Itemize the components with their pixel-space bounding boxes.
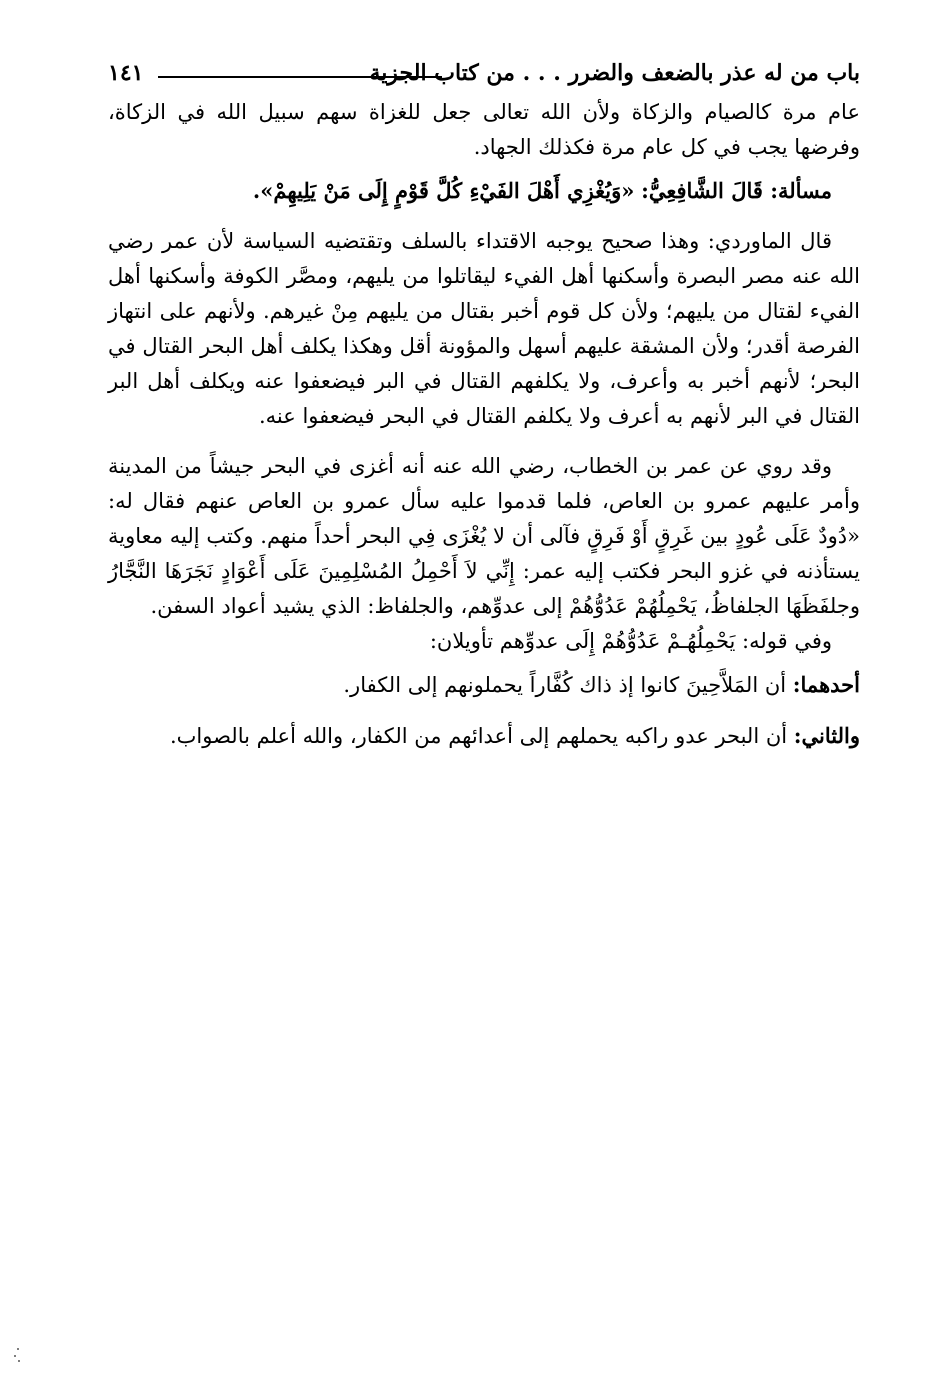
paragraph-second-interpretation xyxy=(108,718,860,754)
page-body xyxy=(108,95,860,754)
running-header xyxy=(108,58,860,92)
page-number: ١٤١ xyxy=(108,60,144,86)
paragraph-first-interpretation xyxy=(108,667,860,703)
first-label: أحدهما: xyxy=(792,672,860,697)
shafii-quote: «وَيُغْزِي أَهْلَ الفَيْءِ كُلَّ قَوْمٍ إِلَى مَنْ يَلِيهِمْ». xyxy=(252,178,635,203)
header-title: باب من له عذر بالضعف والضرر . . . من كتاب الجزية xyxy=(369,60,860,86)
paragraph-umar-narration: وقد روي عن عمر بن الخطاب، رضي الله عنه أنه أغزى في البحر جيشاً من المدينة وأمر عليهم عمرو بن العاص، فلما قدموا عليه سأل عمرو بن العاص عنهم فقال له: «دُودٌ عَلَى عُودٍ بين غَرِقٍ أَوْ فَرِقٍ فآلى أن لا يُغْزَى فِي البحر أحداً منهم. وكتب إليه معاوية يستأذنه في غزو البحر فكتب إليه عمر: إِنِّي لاَ أَحْمِلُ المُسْلِمِينَ عَلَى أَعْوَادٍ نَجَرَهَا النَّجَّارُ وجلفَظَهَا الجلفاظُ، يَحْمِلُهُمْ عَدُوُّهُمْ إلى عدوِّهم، والجلفاظ: الذي يشيد أعواد السفن. xyxy=(108,454,860,618)
masala-lead: مسألة: قَالَ الشَّافِعِيُّ: xyxy=(641,178,832,203)
header-rule xyxy=(158,76,442,78)
first-text: أن المَلاَّحِينَ كانوا إذ ذاك كُفَّاراً يحملونهم إلى الكفار. xyxy=(343,673,787,697)
second-label: والثاني: xyxy=(793,723,860,748)
paragraph-mawardi: قال الماوردي: وهذا صحيح يوجبه الاقتداء بالسلف وتقتضيه السياسة لأن عمر رضي الله عنه مصر البصرة وأسكنها أهل الفيء ليقاتلوا من يليهم، ومصَّر الكوفة وأسكنها أهل الفيء لقتال من يليهم؛ ولأن كل قوم أخبر بقتال من يليهم مِنْ غيرهم. ولأنهم على انتهاز الفرصة أقدر؛ ولأن المشقة عليهم أسهل والمؤونة أقل وهكذا يكلف أهل البحر القتال في البحر؛ لأنهم أخبر به وأعرف، ولا يكلفهم القتال في البر فيضعفوا عنه ويكلف أهل البر القتال في البر لأنهم به أعرف ولا يكلفم القتال في البحر فيضعفوا عنه. xyxy=(108,229,860,428)
scan-speck xyxy=(14,1348,20,1362)
paragraph-interpretations: وفي قوله: يَحْمِلُهُـمْ عَدُوُّهُمْ إِلَى عدوِّهم تأويلان: xyxy=(429,629,832,653)
masala-heading xyxy=(108,173,860,209)
second-text: أن البحر عدو راكبه يحملهم إلى أعدائهم من الكفار، والله أعلم بالصواب. xyxy=(169,724,788,748)
paragraph-continuation: عام مرة كالصيام والزكاة ولأن الله تعالى جعل للغزاة سهم سبيل الله في الزكاة، وفرضها يجب في كل عام مرة فكذلك الجهاد. xyxy=(108,100,860,159)
